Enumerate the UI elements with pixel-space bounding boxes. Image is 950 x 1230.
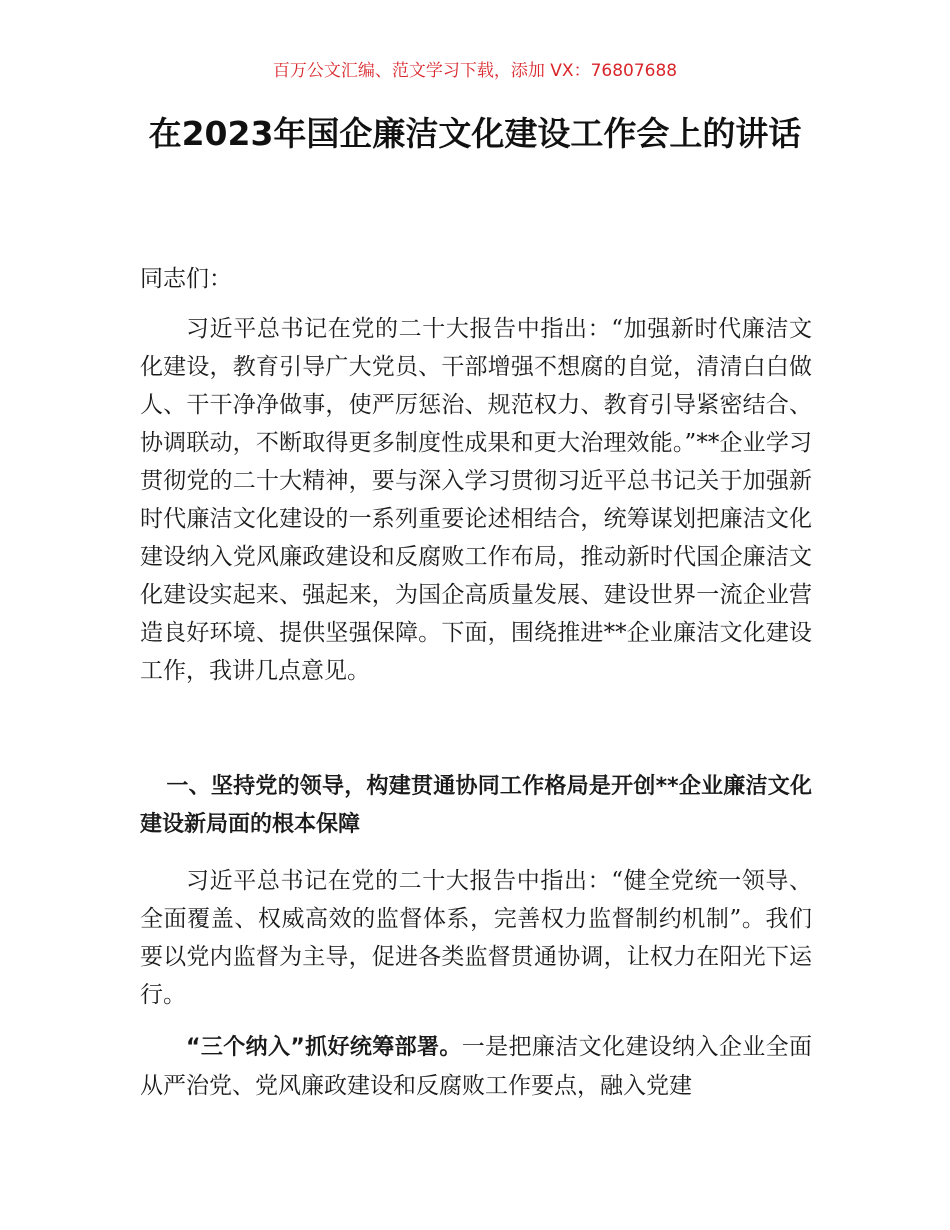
paragraph-1: 习近平总书记在党的二十大报告中指出：“加强新时代廉洁文化建设，教育引导广大党员、干部增强不想腐的自觉，清清白白做人、干干净净做事，使严厉惩治、规范权力、教育引导紧密结合、协调联动，不断取得更多制度性成果和更大治理效能。”**企业学习贯彻党的二十大精神，要与深入学习贯彻习近平总书记关于加强新时代廉洁文化建设的一系列重要论述相结合，统筹谋划把廉洁文化建设纳入党风廉政建设和反腐败工作布局，推动新时代国企廉洁文化建设实起来、强起来，为国企高质量发展、建设世界一流企业营造良好环境、提供坚强保障。下面，围绕推进**企业廉洁文化建设工作，我讲几点意见。 (140, 316, 812, 684)
paragraph-3-text: 一是把廉洁文化建设纳入企业全面从严治党、党风廉政建设和反腐败工作要点，融入党建 (140, 1034, 813, 1099)
section-heading-1: 一、坚持党的领导，构建贯通协同工作格局是开创**企业廉洁文化建设新局面的根本保障 (140, 774, 812, 837)
header-banner: 百万公文汇编、范文学习下载，添加 VX：76807688 (272, 61, 678, 81)
paragraph-3 (140, 1028, 812, 1105)
paragraph-3-lead: “三个纳入”抓好统筹部署。 (186, 1035, 462, 1060)
paragraph-2: 习近平总书记在党的二十大报告中指出：“健全党统一领导、全面覆盖、权威高效的监督体系，完善权力监督制约机制”。我们要以党内监督为主导，促进各类监督贯通协调，让权力在阳光下运行。 (140, 868, 812, 1008)
page-title: 在2023年国企廉洁文化建设工作会上的讲话 (148, 114, 802, 153)
salutation: 同志们： (140, 266, 232, 292)
